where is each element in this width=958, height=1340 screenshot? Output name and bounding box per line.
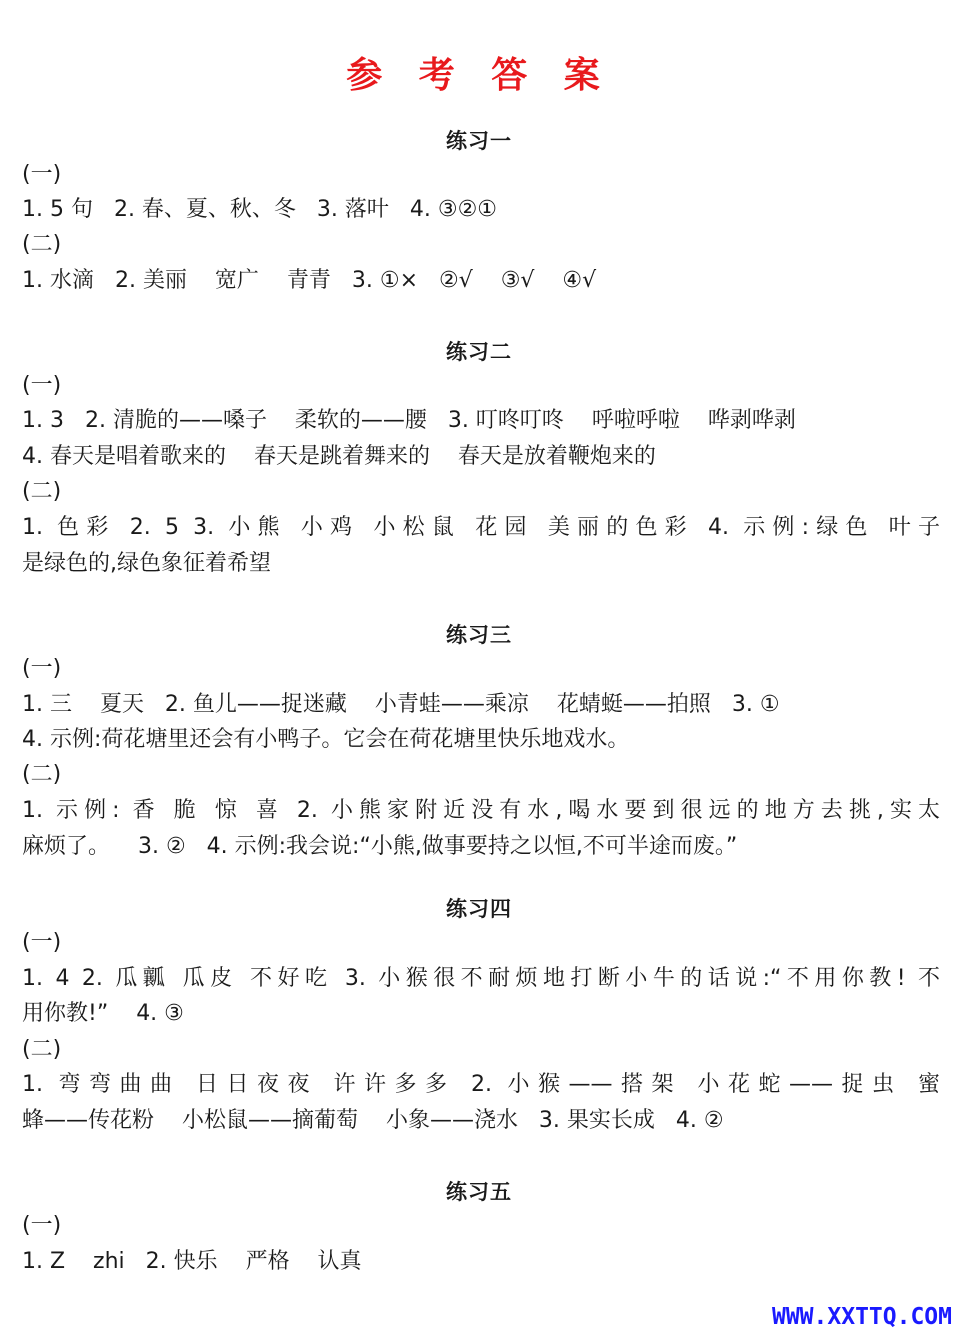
answer-line: 1. 4 2. 瓜瓤 瓜皮 不好吃 3. 小猴很不耐烦地打断小牛的话说:“不用你教! 不 xyxy=(22,966,940,991)
answer-line: (一) xyxy=(22,373,62,398)
answer-line: 蜂——传花粉 小松鼠——摘葡萄 小象——浇水 3. 果实长成 4. ② xyxy=(22,1108,724,1133)
answer-line: 1. 弯弯曲曲 日日夜夜 许许多多 2. 小猴——搭架 小花蛇——捉虫 蜜 xyxy=(22,1072,940,1097)
answer-line: 是绿色的,绿色象征着希望 xyxy=(22,551,271,576)
answer-line: (一) xyxy=(22,930,62,955)
answer-line: (一) xyxy=(22,656,62,681)
answer-line: 用你教!” 4. ③ xyxy=(22,1001,184,1026)
answer-line: 4. 春天是唱着歌来的 春天是跳着舞来的 春天是放着鞭炮来的 xyxy=(22,444,656,469)
section-heading: 练习二 xyxy=(446,340,512,364)
answer-line: 4. 示例:荷花塘里还会有小鸭子。它会在荷花塘里快乐地戏水。 xyxy=(22,727,630,752)
page-title: 参 考 答 案 xyxy=(346,54,612,96)
answer-line: 1. 示例: 香 脆 惊 喜 2. 小熊家附近没有水,喝水要到很远的地方去挑,实太 xyxy=(22,798,940,823)
section-heading: 练习三 xyxy=(446,623,512,647)
answer-line: (一) xyxy=(22,162,62,187)
watermark-link: WWW.XXTTQ.COM xyxy=(771,1304,952,1330)
answer-line: 1. 水滴 2. 美丽 宽广 青青 3. ①× ②√ ③√ ④√ xyxy=(22,268,597,293)
answer-line: (二) xyxy=(22,762,62,787)
answer-line: (一) xyxy=(22,1213,62,1238)
answer-line: (二) xyxy=(22,479,62,504)
answer-line: 1. 色彩 2. 5 3. 小熊 小鸡 小松鼠 花园 美丽的色彩 4. 示例:绿色 叶子 xyxy=(22,515,940,540)
answer-line: 1. 5 句 2. 春、夏、秋、冬 3. 落叶 4. ③②① xyxy=(22,197,498,222)
section-heading: 练习五 xyxy=(446,1180,512,1204)
answer-line: (二) xyxy=(22,232,62,257)
answer-line: 1. 3 2. 清脆的——嗓子 柔软的——腰 3. 叮咚叮咚 呼啦呼啦 哗剥哗剥 xyxy=(22,408,796,433)
answer-line: 1. Z zhi 2. 快乐 严格 认真 xyxy=(22,1249,362,1274)
answer-line: (二) xyxy=(22,1037,62,1062)
section-heading: 练习一 xyxy=(446,129,512,153)
answer-line: 1. 三 夏天 2. 鱼儿——捉迷藏 小青蛙——乘凉 花蜻蜓——拍照 3. ① xyxy=(22,692,780,717)
section-heading: 练习四 xyxy=(446,897,512,921)
answer-line: 麻烦了。 3. ② 4. 示例:我会说:“小熊,做事要持之以恒,不可半途而废。” xyxy=(22,834,738,859)
